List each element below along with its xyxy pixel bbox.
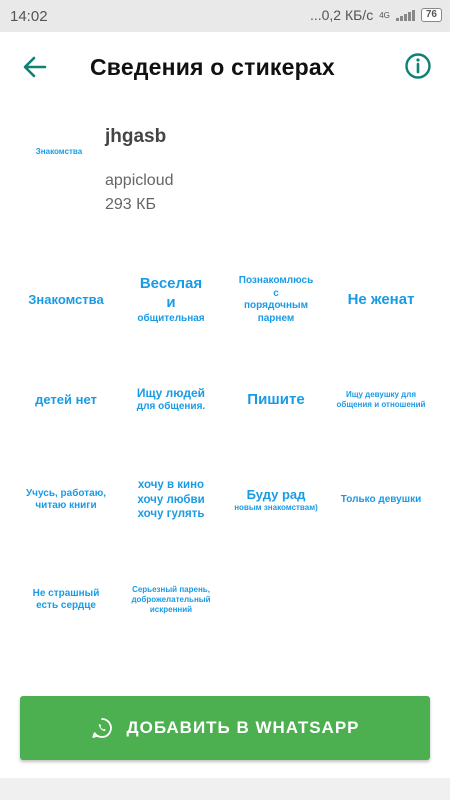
sticker-text-line: Ищу девушку для — [345, 390, 417, 399]
battery-icon: 76 — [421, 8, 442, 22]
sticker-text-line: искренний — [149, 605, 193, 614]
whatsapp-icon — [90, 716, 114, 740]
sticker-item[interactable] — [226, 450, 326, 550]
sticker-text-line: общения и отношений — [336, 400, 426, 409]
sticker-text — [33, 588, 100, 613]
add-button-label: ДОБАВИТЬ В WHATSAPP — [126, 718, 360, 737]
sticker-item[interactable] — [331, 450, 431, 550]
sticker-item[interactable] — [331, 250, 431, 350]
sticker-text — [239, 275, 313, 325]
tray-text: Знакомства — [35, 146, 83, 156]
sticker-text-line: Знакомства — [28, 291, 104, 307]
sticker-text-line: Не женат — [347, 290, 415, 308]
status-bar — [0, 0, 450, 32]
sticker-item[interactable] — [16, 550, 116, 650]
sticker-text-line: и — [166, 293, 176, 311]
sticker-text — [137, 275, 204, 325]
sticker-text-line: общительная — [137, 312, 205, 324]
sticker-text — [341, 494, 421, 507]
sticker-text-line: парнем — [257, 312, 295, 324]
back-button[interactable] — [20, 52, 50, 82]
sticker-item[interactable] — [16, 350, 116, 450]
sticker-text — [35, 392, 97, 408]
sticker-item[interactable] — [121, 550, 221, 650]
sticker-text-line: Пишите — [247, 390, 305, 408]
sticker-item[interactable] — [331, 350, 431, 450]
pack-name: jhgasb — [105, 126, 167, 147]
add-to-whatsapp-button[interactable] — [20, 696, 430, 760]
tray-icon — [24, 126, 94, 176]
page-title: Сведения о стикерах — [90, 54, 335, 80]
sticker-text-line: хочу в кино — [137, 479, 205, 492]
sticker-text-line: Ищу людей — [136, 386, 206, 401]
sticker-item[interactable] — [226, 250, 326, 350]
sticker-text-line: Только девушки — [340, 493, 422, 505]
sticker-text — [234, 487, 318, 513]
sticker-text-line: хочу гулять — [137, 508, 205, 521]
app-bar — [0, 32, 450, 104]
sticker-text-line: с — [273, 287, 279, 299]
arrow-left-icon — [20, 52, 50, 82]
sticker-item[interactable] — [121, 350, 221, 450]
sticker-item[interactable] — [16, 450, 116, 550]
sticker-text — [137, 478, 204, 521]
sticker-text-line: хочу любви — [137, 493, 205, 506]
sticker-text-line: Серьезный парень, — [132, 585, 210, 594]
info-icon — [404, 52, 432, 80]
status-icons — [310, 7, 442, 23]
network-speed: ...0,2 КБ/с — [309, 7, 374, 23]
pack-size: 293 КБ — [105, 196, 156, 213]
sticker-text-line: детей нет — [35, 391, 97, 407]
sticker-text-line: Не страшный — [32, 587, 100, 599]
status-time: 14:02 — [10, 8, 48, 25]
sticker-item[interactable] — [16, 250, 116, 350]
sticker-text-line: есть сердце — [36, 600, 96, 611]
sticker-text-line: Учусь, работаю, — [25, 487, 107, 499]
sticker-text — [337, 390, 426, 410]
sticker-text — [131, 585, 210, 615]
pack-header — [0, 112, 450, 222]
sticker-text-line: новым знакомствам) — [234, 503, 318, 513]
sticker-text-line: читаю книги — [35, 500, 97, 511]
sticker-text-line: Буду рад — [246, 486, 306, 502]
pack-publisher: appicloud — [105, 172, 174, 189]
sticker-text — [348, 291, 415, 310]
sticker-text-line: доброжелательный — [131, 595, 211, 604]
sticker-item[interactable] — [121, 450, 221, 550]
signal-icon — [396, 9, 415, 21]
info-button[interactable] — [404, 52, 432, 80]
sticker-item[interactable] — [121, 250, 221, 350]
sticker-text-line: для общения. — [136, 401, 206, 413]
sticker-text — [247, 391, 304, 410]
sticker-text — [137, 386, 205, 414]
sticker-text-line: порядочным — [244, 300, 308, 311]
sticker-text — [28, 292, 103, 308]
sticker-text-line: Веселая — [139, 275, 203, 292]
sticker-text — [26, 488, 106, 513]
network-type: 4G — [379, 10, 390, 20]
bottom-strip — [0, 778, 450, 800]
sticker-text-line: Познакомлюсь — [238, 275, 314, 286]
sticker-item[interactable] — [226, 350, 326, 450]
